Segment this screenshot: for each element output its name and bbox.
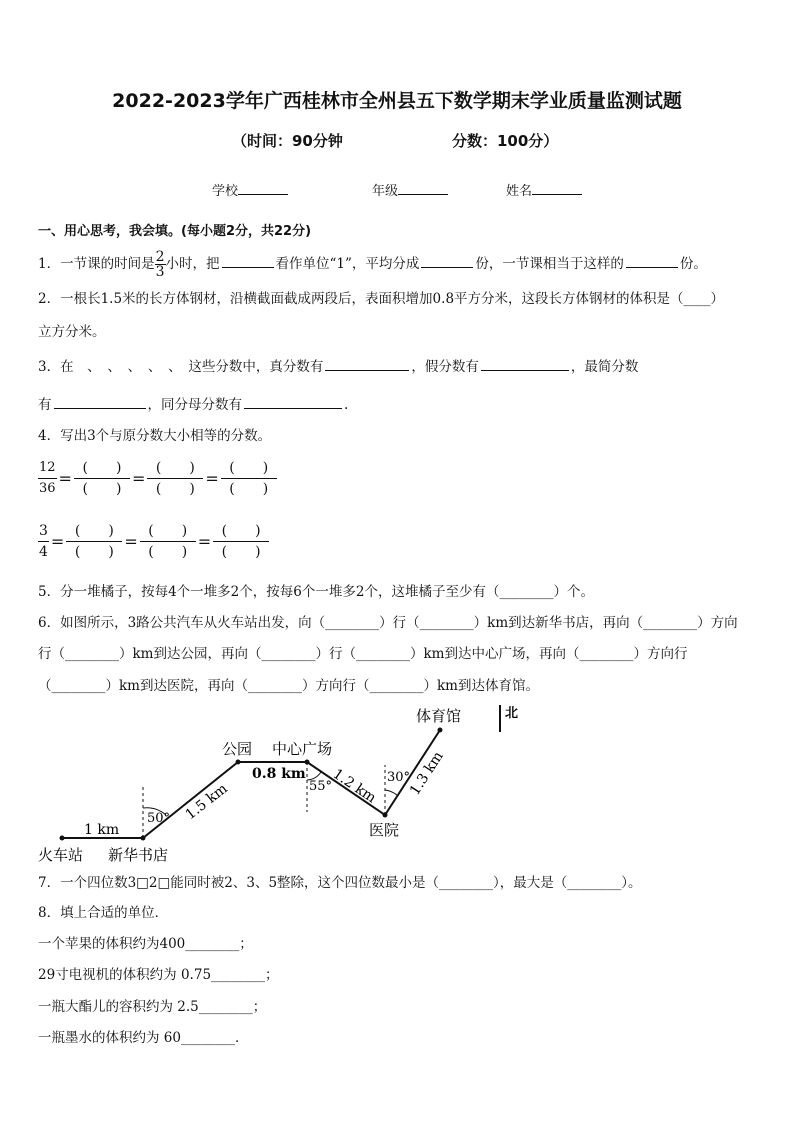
distance-station-bookstore: 1 km	[84, 822, 120, 838]
q8-item-4: 一瓶墨水的体积约为 60________．	[38, 1030, 249, 1046]
q1-mid1: 小时，把	[165, 256, 220, 272]
question-7: 7．一个四位数3□2□能同时被2、3、5整除，这个四位数最小是（________），最大是（________）。	[38, 875, 642, 891]
answer-num: ( )	[140, 521, 196, 542]
answer-num: ( )	[74, 458, 130, 479]
answer-den: ( )	[74, 544, 114, 560]
point-gym	[438, 728, 443, 733]
equals-sign: =	[197, 532, 212, 551]
question-5: 5．分一堆橘子，按每4个一堆多2个，按每6个一堆多2个，这堆橘子至少有（________）个。	[38, 584, 594, 600]
equals-sign: =	[58, 469, 72, 488]
equals-sign: =	[131, 469, 146, 488]
equals-sign: =	[124, 532, 138, 551]
q3-mid2: ，最简分数	[570, 359, 639, 375]
answer-num: ( )	[221, 458, 277, 479]
point-station	[60, 836, 65, 841]
answer-den: ( )	[229, 481, 269, 497]
q1-mid3: 份，一节课相当于这样的	[475, 256, 624, 272]
q3-line2-end: .	[344, 397, 349, 413]
distance-hospital-gym: 1.3 km	[406, 748, 447, 799]
question-4: 4．写出3个与原分数大小相等的分数。	[38, 428, 272, 444]
q3-mid1: ，假分数有	[411, 359, 479, 375]
q4-row2-num: 3	[38, 521, 49, 542]
angle-label-55: 55°	[309, 779, 333, 794]
answer-num: ( )	[66, 521, 122, 542]
question-6-line-2: 行（________）km到达公园，再向（________）行（________）km到达中心广场，再向（________）方向行	[38, 646, 688, 662]
equals-sign: =	[50, 532, 65, 551]
answer-den: ( )	[221, 544, 261, 560]
answer-num: ( )	[213, 521, 269, 542]
exam-score: 分数：100分）	[452, 132, 559, 150]
grade-label: 年级	[372, 184, 399, 199]
q1-frac-den: 3	[155, 264, 165, 280]
angle-arc-30	[385, 790, 397, 795]
label-bookstore: 新华书店	[108, 846, 169, 864]
section-1-heading: 一、用心思考，我会填。(每小题2分，共22分)	[38, 224, 312, 239]
q4-row1-num: 12	[38, 458, 57, 479]
point-park	[236, 760, 241, 765]
question-8: 8．填上合适的单位．	[38, 905, 169, 921]
name-label: 姓名	[506, 184, 533, 199]
question-2-line-1: 2．一根长1.5米的长方体钢材，沿横截面截成两段后，表面积增加0.8平方分米，这段长方体钢材的体积是（____）	[38, 291, 725, 307]
page-title: 2022-2023学年广西桂林市全州县五下数学期末学业质量监测试题	[112, 90, 682, 112]
point-bookstore	[141, 836, 146, 841]
label-gym: 体育馆	[416, 707, 462, 725]
q1-pre: 1．一节课的时间是	[38, 256, 155, 272]
angle-label-30: 30°	[387, 770, 411, 785]
q8-item-1: 一个苹果的体积约为400________；	[38, 936, 253, 952]
distance-bookstore-park: 1.5 km	[182, 780, 231, 824]
route-segment-bookstore-park	[143, 762, 238, 838]
label-park: 公园	[222, 740, 253, 758]
answer-den: ( )	[82, 481, 122, 497]
answer-den: ( )	[155, 481, 195, 497]
north-label: 北	[505, 706, 519, 721]
equals-sign: =	[205, 469, 219, 488]
q3-pre: 3．在 、 、 、 、 、 这些分数中，真分数有	[38, 359, 324, 375]
exam-time: （时间：90分钟	[232, 132, 343, 150]
label-station: 火车站	[38, 846, 84, 864]
angle-label-50: 50°	[147, 811, 171, 826]
point-plaza	[305, 760, 310, 765]
q3-line2-pre: 有	[38, 397, 52, 413]
distance-park-plaza: 0.8 km	[252, 766, 306, 782]
q8-item-2: 29寸电视机的体积约为 0.75________；	[38, 967, 279, 983]
q4-row1-den: 36	[39, 481, 56, 496]
q1-mid2: 看作单位“1”，平均分成	[275, 256, 420, 272]
q4-row2-den: 4	[39, 544, 48, 560]
q1-frac-num: 2	[155, 249, 165, 265]
distance-plaza-hospital: 1.2 km	[329, 766, 379, 807]
q3-line2-mid: ，同分母分数有	[147, 397, 242, 413]
q1-end: 份。	[679, 256, 707, 272]
point-hospital	[383, 813, 388, 818]
school-label: 学校	[212, 184, 239, 199]
answer-num: ( )	[147, 458, 203, 479]
label-hospital: 医院	[369, 821, 400, 839]
q8-item-3: 一瓶大酯儿的容积约为 2.5________；	[38, 999, 267, 1015]
question-2-line-2: 立方分米。	[38, 324, 106, 340]
question-6-line-1: 6．如图所示，3路公共汽车从火车站出发，向（________）行（________）km到达新华书店，再向（________）方向	[38, 615, 738, 631]
answer-den: ( )	[148, 544, 188, 560]
label-plaza: 中心广场	[272, 740, 333, 758]
question-6-line-3: （________）km到达医院，再向（________）方向行（________）km到达体育馆。	[38, 678, 539, 694]
